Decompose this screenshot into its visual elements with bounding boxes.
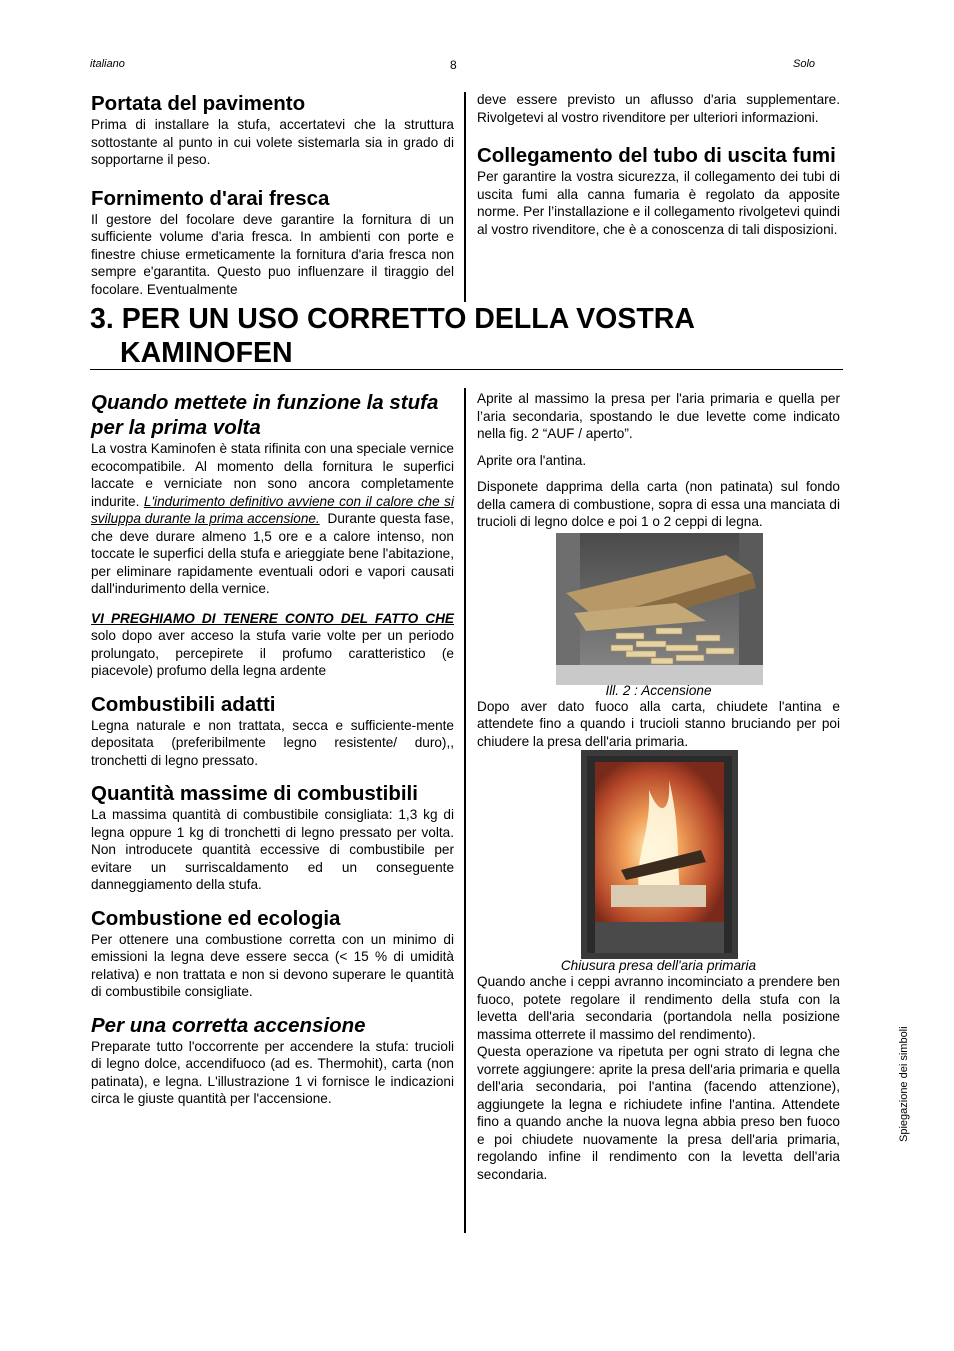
caption-fire: Chiusura presa dell'aria primaria — [560, 958, 757, 973]
paragraph-fresh-air: Il gestore del focolare deve garantire la fornitura di un sufficiente volume d'aria fresca. In ambienti con porte e finestre chiuse ermeticamente la fornitura d'aria fresca non sempre e'garantita. Questo puo influenzare il tiraggio del focolare. Eventualmente — [91, 211, 454, 297]
chapter-rule — [90, 369, 843, 370]
paragraph-fuels: Legna naturale e non trattata, secca e sufficiente-mente depositata (preferibilmente legno resistente/ duro),, tronchetti di legno pressato. — [91, 717, 454, 768]
header-model: Solo — [793, 58, 816, 70]
section-heading-quantity: Quantità massime di combustibili — [91, 782, 418, 805]
right-column — [477, 390, 840, 1183]
notice-text: solo dopo aver acceso la stufa varie volte per un periodo prolungato, percepirete il profumo caratteristico (e piacevole) profumo della legna ardente — [91, 628, 454, 678]
paragraph-ecology: Per ottenere una combustione corretta con un minimo di emissioni la legna deve essere secca (< 15 % di umidità relativa) e non trattata e non si devono superare le quantità di combustibile consigliate. — [91, 931, 454, 999]
fire-photo — [581, 750, 738, 959]
chapter-number: 3. — [90, 303, 114, 335]
top-left-column — [91, 91, 454, 298]
sidebar-label: Spiegazione dei simboli — [898, 1026, 910, 1142]
left-column — [91, 390, 454, 1108]
paragraph-regulate: Quando anche i ceppi avranno incominciato a prendere ben fuoco, potete regolare il rendimento della stufa con la levetta dell'aria secondaria (portandola nella posizione massima otterrete il massimo del rendimento). — [477, 974, 840, 1042]
paragraph-floor: Prima di installare la stufa, accertatevi che la struttura sottostante al punto in cui volete sistemarla sia in grado di sopportarne il peso. — [91, 117, 454, 167]
paragraph-first-use — [91, 440, 454, 598]
top-right-column — [477, 91, 840, 238]
column-divider-top — [464, 92, 466, 302]
section-heading-fresh-air: Fornimento d'arai fresca — [91, 186, 330, 210]
paragraph-ignition: Preparate tutto l'occorrente per accendere la stufa: trucioli di legno dolce, accendifuoco (ad es. Thermohit), carta (non patinata), e legna. L'illustrazione 1 vi fornisce le indicazioni circa le giuste quantità per l'accensione. — [91, 1038, 454, 1106]
section-heading-ignition: Per una corretta accensione — [91, 1013, 366, 1037]
paragraph-flue: Per garantire la vostra sicurezza, il collegamento dei tubi di uscita fumi alla canna fumaria è regolato da apposite norme. Per l’installazione e il collegamento rivolgetevi quindi al vostro rivenditore, che è a conoscenza di tali disposizioni. — [477, 169, 840, 237]
paragraph-fresh-air-cont: deve essere previsto un aflusso d'aria supplementare. Rivolgetevi al vostro rivenditore per ulteriori informazioni. — [477, 92, 840, 125]
section-heading-fuels: Combustibili adatti — [91, 692, 276, 716]
section-heading-floor: Portata del pavimento — [91, 92, 306, 115]
paragraph-notice — [91, 610, 454, 680]
section-heading-first-use: Quando mettete in funzione la stufa per la prima volta — [91, 391, 439, 439]
caption-ignition: Ill. 2 : Accensione — [605, 682, 712, 698]
page-number: 8 — [450, 58, 457, 72]
ignition-photo — [556, 533, 763, 685]
first-use-text-b: Durante questa fase, che deve durare almeno 1,5 ore e a calore intenso, non toccate le superfici della stufa e arieggiate bene l'abitazione, per eliminare rapidamente eventuali odori e vapori causati dall'indurimento della vernice. — [91, 511, 454, 596]
paragraph-open-air: Aprite al massimo la presa per l'aria primaria e quella per l’aria secondaria, spostando le due levette come indicato nella fig. 2 “AUF / aperto”. — [477, 391, 840, 441]
chapter-title-line1: PER UN USO CORRETTO DELLA VOSTRA — [121, 303, 695, 335]
first-use-underlined: L'indurimento definitivo avviene con il calore che si sviluppa durante la prima accensione. — [91, 493, 454, 526]
paragraph-arrange-wood: Disponete dapprima della carta (non patinata) sul fondo della camera di combustione, sopra di essa una manciata di trucioli di legno dolce e poi 1 o 2 ceppi di legna. — [477, 479, 840, 529]
paragraph-quantity: La massima quantità di combustibile consigliata: 1,3 kg di legna oppure 1 kg di tronchetti di legno pressato per volta. Non introducete quantità eccessive di combustibile per evitare un surriscaldamento ed un conseguente danneggiamento della stufa. — [91, 807, 454, 892]
paragraph-open-door: Aprite ora l'antina. — [477, 452, 587, 468]
column-divider-bottom — [464, 388, 466, 1233]
chapter-heading — [90, 302, 695, 370]
section-heading-flue: Collegamento del tubo di uscita fumi — [477, 144, 836, 167]
notice-underlined: VI PREGHIAMO DI TENERE CONTO DEL FATTO CHE — [91, 610, 454, 626]
chapter-title-line2: KAMINOFEN — [120, 337, 293, 369]
header-language: italiano — [90, 58, 125, 70]
paragraph-after-ignition: Dopo aver dato fuoco alla carta, chiudete l'antina e attendete fino a quando i trucioli stanno bruciando per poi chiudere la presa dell'aria primaria. — [477, 698, 840, 749]
paragraph-repeat: Questa operazione va ripetuta per ogni strato di legna che vorrete aggiungere: aprite la presa dell'aria primaria e quella dell'aria secondaria, poi l'antina (facendo attenzione), aggiungete la legna e richiudete infine l'antina. Attendete fino a quando anche la nuova legna abbia preso ben fuoco e poi chiudete nuovamente la presa dell'aria primaria, regolando infine il rendimento con la levetta dell'aria secondaria. — [477, 1044, 840, 1182]
section-heading-ecology: Combustione ed ecologia — [91, 906, 341, 930]
first-use-text-a: La vostra Kaminofen è stata rifinita con una speciale vernice ecocompatibile. Al momento della fornitura le superfici laccate e verniciate non sono ancora completamente indurite. — [91, 441, 454, 509]
